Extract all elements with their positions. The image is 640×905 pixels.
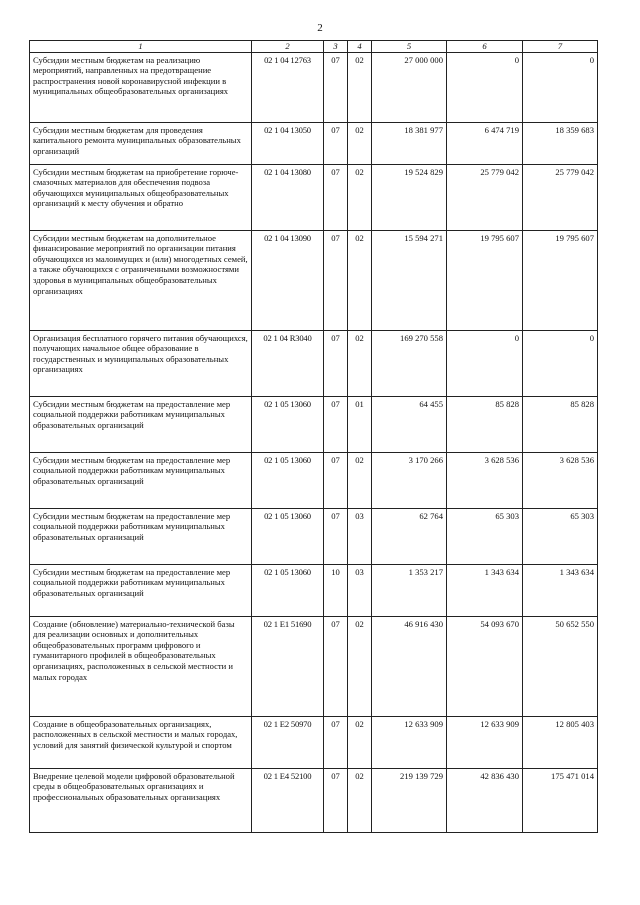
row-code: 02 1 E2 50970 <box>252 716 324 768</box>
row-value-7: 18 359 683 <box>523 122 598 164</box>
row-code: 02 1 05 13060 <box>252 508 324 564</box>
row-value-6: 0 <box>447 52 523 122</box>
row-name: Субсидии местным бюджетам на реализацию мероприятий, направленных на предотвращение распространения новой коронавирусной инфекции в муниципальных общеобразовательных организациях <box>30 52 252 122</box>
row-value-7: 50 652 550 <box>523 616 598 716</box>
table-row <box>30 564 598 616</box>
row-subsection: 02 <box>348 330 372 396</box>
row-value-7: 175 471 014 <box>523 768 598 832</box>
table-row <box>30 164 598 230</box>
row-code: 02 1 05 13060 <box>252 564 324 616</box>
row-value-5: 62 764 <box>372 508 447 564</box>
row-code: 02 1 04 R3040 <box>252 330 324 396</box>
table-row <box>30 452 598 508</box>
row-value-5: 169 270 558 <box>372 330 447 396</box>
row-code: 02 1 04 13090 <box>252 230 324 330</box>
row-value-7: 85 828 <box>523 396 598 452</box>
table-row <box>30 52 598 122</box>
row-value-6: 6 474 719 <box>447 122 523 164</box>
row-value-5: 27 000 000 <box>372 52 447 122</box>
table-row <box>30 122 598 164</box>
row-section: 07 <box>324 716 348 768</box>
row-value-7: 12 805 403 <box>523 716 598 768</box>
row-subsection: 02 <box>348 616 372 716</box>
row-value-6: 42 836 430 <box>447 768 523 832</box>
row-value-5: 19 524 829 <box>372 164 447 230</box>
row-name: Внедрение целевой модели цифровой образовательной среды в общеобразовательных организациях и профессиональных образовательных организациях <box>30 768 252 832</box>
row-name: Субсидии местным бюджетам на предоставление мер социальной поддержки работникам муниципальных образовательных организаций <box>30 564 252 616</box>
header-col-4: 4 <box>348 41 372 53</box>
header-col-7: 7 <box>523 41 598 53</box>
row-value-6: 0 <box>447 330 523 396</box>
row-code: 02 1 04 13080 <box>252 164 324 230</box>
row-name: Субсидии местным бюджетам для проведения капитального ремонта муниципальных образовательных организаций <box>30 122 252 164</box>
table-row <box>30 396 598 452</box>
row-name: Субсидии местным бюджетам на дополнительное финансирование мероприятий по организации питания обучающихся из малоимущих и (или) многодетных семей, а также обучающихся с ограниченными возможностями здоровья в муниципальных общеобразовательных организациях <box>30 230 252 330</box>
row-section: 07 <box>324 768 348 832</box>
row-section: 10 <box>324 564 348 616</box>
row-name: Субсидии местным бюджетам на предоставление мер социальной поддержки работникам муниципальных образовательных организаций <box>30 452 252 508</box>
row-value-5: 1 353 217 <box>372 564 447 616</box>
row-value-6: 25 779 042 <box>447 164 523 230</box>
header-col-5: 5 <box>372 41 447 53</box>
row-value-5: 219 139 729 <box>372 768 447 832</box>
header-row <box>30 41 598 53</box>
row-section: 07 <box>324 52 348 122</box>
table-row <box>30 716 598 768</box>
row-value-7: 1 343 634 <box>523 564 598 616</box>
row-value-5: 12 633 909 <box>372 716 447 768</box>
row-code: 02 1 E1 51690 <box>252 616 324 716</box>
row-code: 02 1 05 13060 <box>252 452 324 508</box>
row-section: 07 <box>324 616 348 716</box>
header-col-2: 2 <box>252 41 324 53</box>
row-subsection: 02 <box>348 716 372 768</box>
row-subsection: 02 <box>348 768 372 832</box>
row-subsection: 01 <box>348 396 372 452</box>
row-subsection: 02 <box>348 122 372 164</box>
row-value-5: 18 381 977 <box>372 122 447 164</box>
row-name: Субсидии местным бюджетам на предоставление мер социальной поддержки работникам муниципальных образовательных организаций <box>30 508 252 564</box>
row-section: 07 <box>324 508 348 564</box>
row-value-6: 3 628 536 <box>447 452 523 508</box>
row-value-6: 54 093 670 <box>447 616 523 716</box>
header-col-3: 3 <box>324 41 348 53</box>
row-value-6: 85 828 <box>447 396 523 452</box>
row-section: 07 <box>324 122 348 164</box>
row-value-7: 25 779 042 <box>523 164 598 230</box>
row-name: Создание (обновление) материально-технической базы для реализации основных и дополнительных общеобразовательных программ цифрового и гуманитарного профилей в общеобразовательных организациях, расположенных в сельской местности и малых городах <box>30 616 252 716</box>
row-value-7: 3 628 536 <box>523 452 598 508</box>
row-section: 07 <box>324 230 348 330</box>
row-subsection: 02 <box>348 164 372 230</box>
row-value-5: 46 916 430 <box>372 616 447 716</box>
row-section: 07 <box>324 164 348 230</box>
row-section: 07 <box>324 452 348 508</box>
row-name: Субсидии местным бюджетам на предоставление мер социальной поддержки работникам муниципальных образовательных организаций <box>30 396 252 452</box>
header-col-1: 1 <box>30 41 252 53</box>
table-row <box>30 508 598 564</box>
row-value-5: 3 170 266 <box>372 452 447 508</box>
row-subsection: 03 <box>348 564 372 616</box>
page-number: 2 <box>317 22 323 34</box>
table-row <box>30 616 598 716</box>
row-value-6: 65 303 <box>447 508 523 564</box>
row-value-5: 64 455 <box>372 396 447 452</box>
row-value-6: 19 795 607 <box>447 230 523 330</box>
row-code: 02 1 E4 52100 <box>252 768 324 832</box>
row-subsection: 02 <box>348 52 372 122</box>
budget-table <box>29 40 598 833</box>
row-subsection: 02 <box>348 452 372 508</box>
row-value-6: 12 633 909 <box>447 716 523 768</box>
header-col-6: 6 <box>447 41 523 53</box>
row-name: Субсидии местным бюджетам на приобретение горюче-смазочных материалов для обеспечения подвоза обучающихся муниципальных общеобразовательных организаций к месту обучения и обратно <box>30 164 252 230</box>
row-code: 02 1 05 13060 <box>252 396 324 452</box>
table-row <box>30 230 598 330</box>
row-value-7: 0 <box>523 330 598 396</box>
row-value-7: 65 303 <box>523 508 598 564</box>
row-name: Создание в общеобразовательных организациях, расположенных в сельской местности и малых городах, условий для занятий физической культурой и спортом <box>30 716 252 768</box>
row-value-7: 0 <box>523 52 598 122</box>
row-name: Организация бесплатного горячего питания обучающихся, получающих начальное общее образование в государственных и муниципальных образовательных организациях <box>30 330 252 396</box>
row-subsection: 02 <box>348 230 372 330</box>
table-row <box>30 330 598 396</box>
row-value-7: 19 795 607 <box>523 230 598 330</box>
row-value-5: 15 594 271 <box>372 230 447 330</box>
row-code: 02 1 04 12763 <box>252 52 324 122</box>
table-row <box>30 768 598 832</box>
row-section: 07 <box>324 396 348 452</box>
row-value-6: 1 343 634 <box>447 564 523 616</box>
row-code: 02 1 04 13050 <box>252 122 324 164</box>
row-subsection: 03 <box>348 508 372 564</box>
row-section: 07 <box>324 330 348 396</box>
